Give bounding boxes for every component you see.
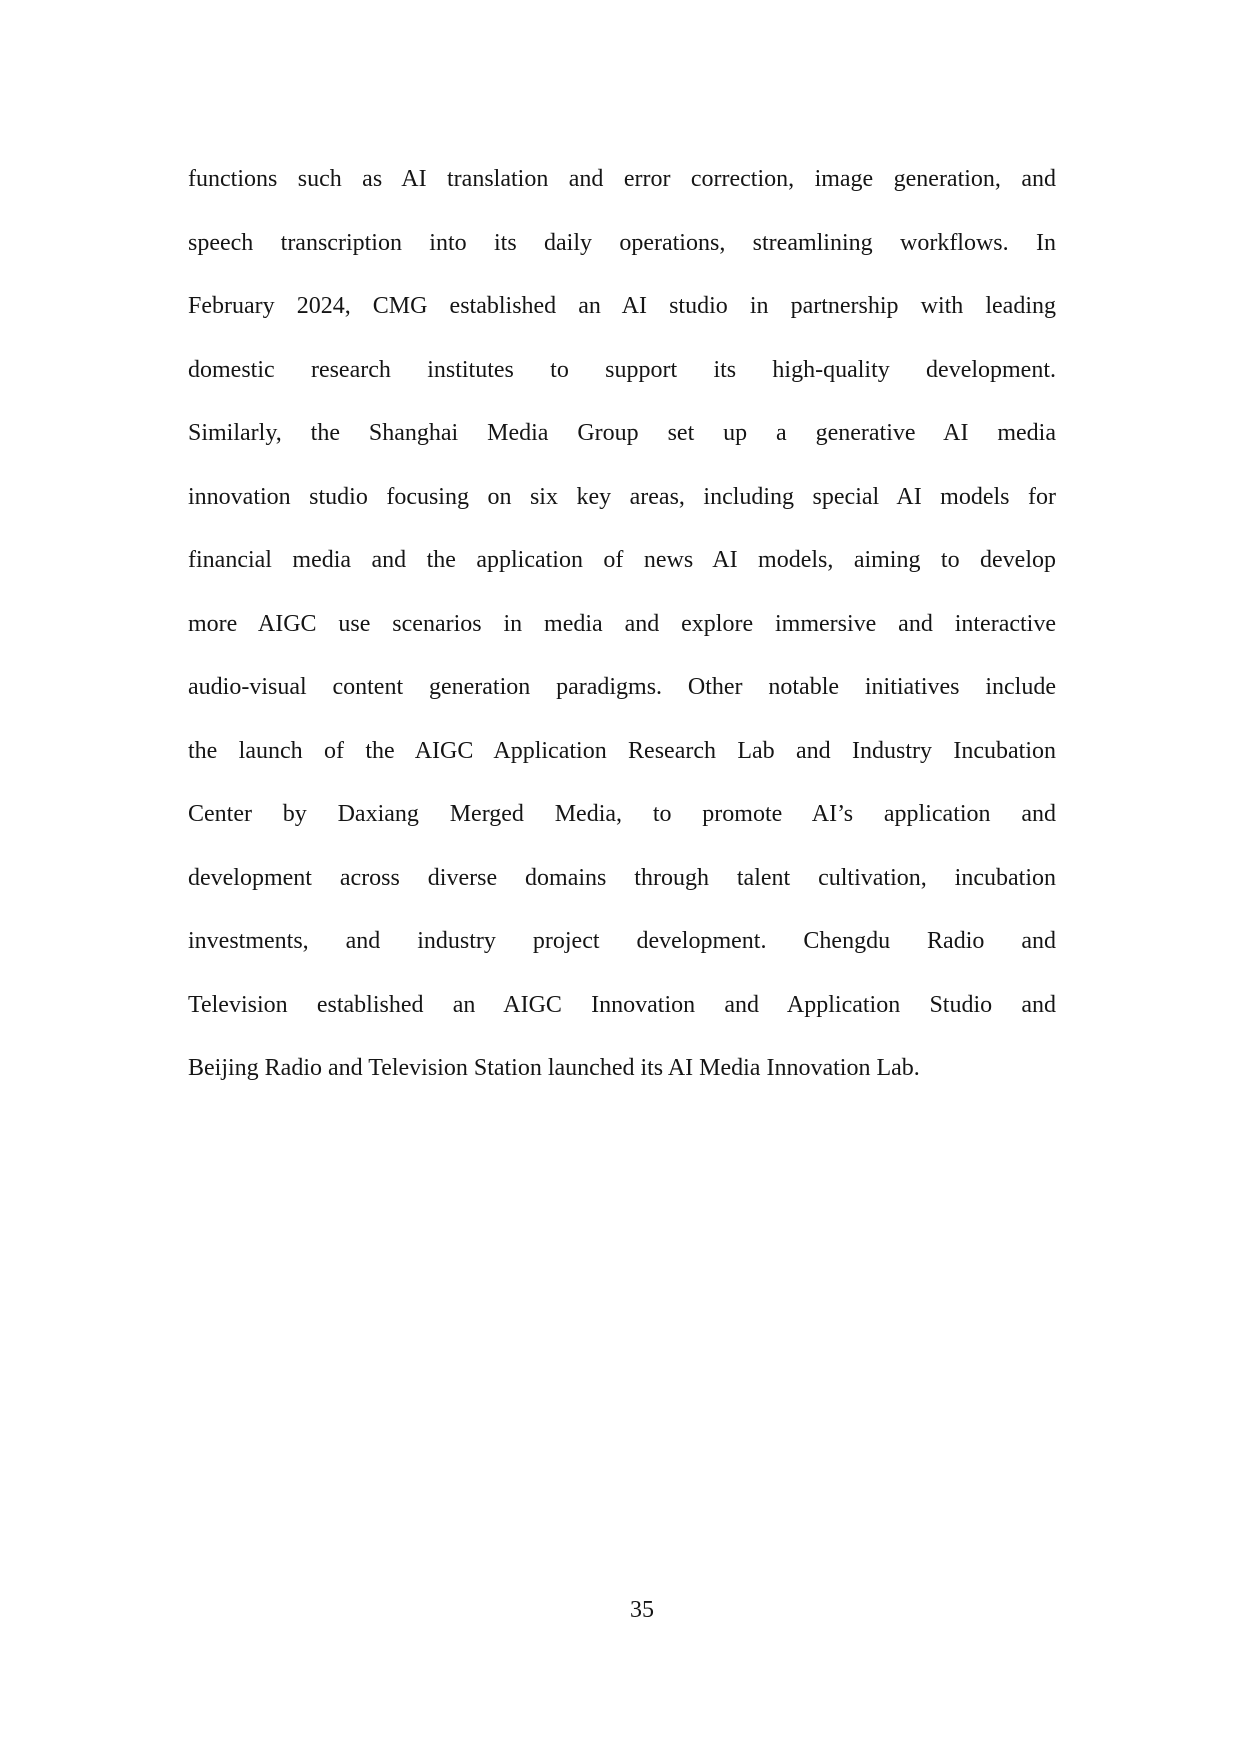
text-line: the launch of the AIGC Application Research Lab and Industry Incubation bbox=[188, 737, 1056, 764]
text-line: innovation studio focusing on six key areas, including special AI models for bbox=[188, 483, 1056, 510]
text-line: Television established an AIGC Innovation and Application Studio and bbox=[188, 991, 1056, 1018]
text-line: speech transcription into its daily operations, streamlining workflows. In bbox=[188, 229, 1056, 256]
text-line: Center by Daxiang Merged Media, to promote AI’s application and bbox=[188, 801, 1056, 827]
text-line: Beijing Radio and Television Station launched its AI Media Innovation Lab. bbox=[188, 1055, 920, 1081]
text-line: more AIGC use scenarios in media and explore immersive and interactive bbox=[188, 610, 1056, 637]
text-line: domestic research institutes to support its high-quality development. bbox=[188, 356, 1056, 383]
text-line: investments, and industry project development. Chengdu Radio and bbox=[188, 928, 1056, 954]
text-line: audio-visual content generation paradigms. Other notable initiatives include bbox=[188, 674, 1056, 700]
text-line: development across diverse domains through talent cultivation, incubation bbox=[188, 864, 1056, 891]
paragraph bbox=[188, 148, 1056, 1101]
text-line: functions such as AI translation and error correction, image generation, and bbox=[188, 166, 1056, 192]
text-line: financial media and the application of news AI models, aiming to develop bbox=[188, 547, 1056, 573]
page-number: 35 bbox=[630, 1597, 654, 1623]
text-line: February 2024, CMG established an AI studio in partnership with leading bbox=[188, 293, 1056, 319]
text-line: Similarly, the Shanghai Media Group set up a generative AI media bbox=[188, 420, 1056, 446]
